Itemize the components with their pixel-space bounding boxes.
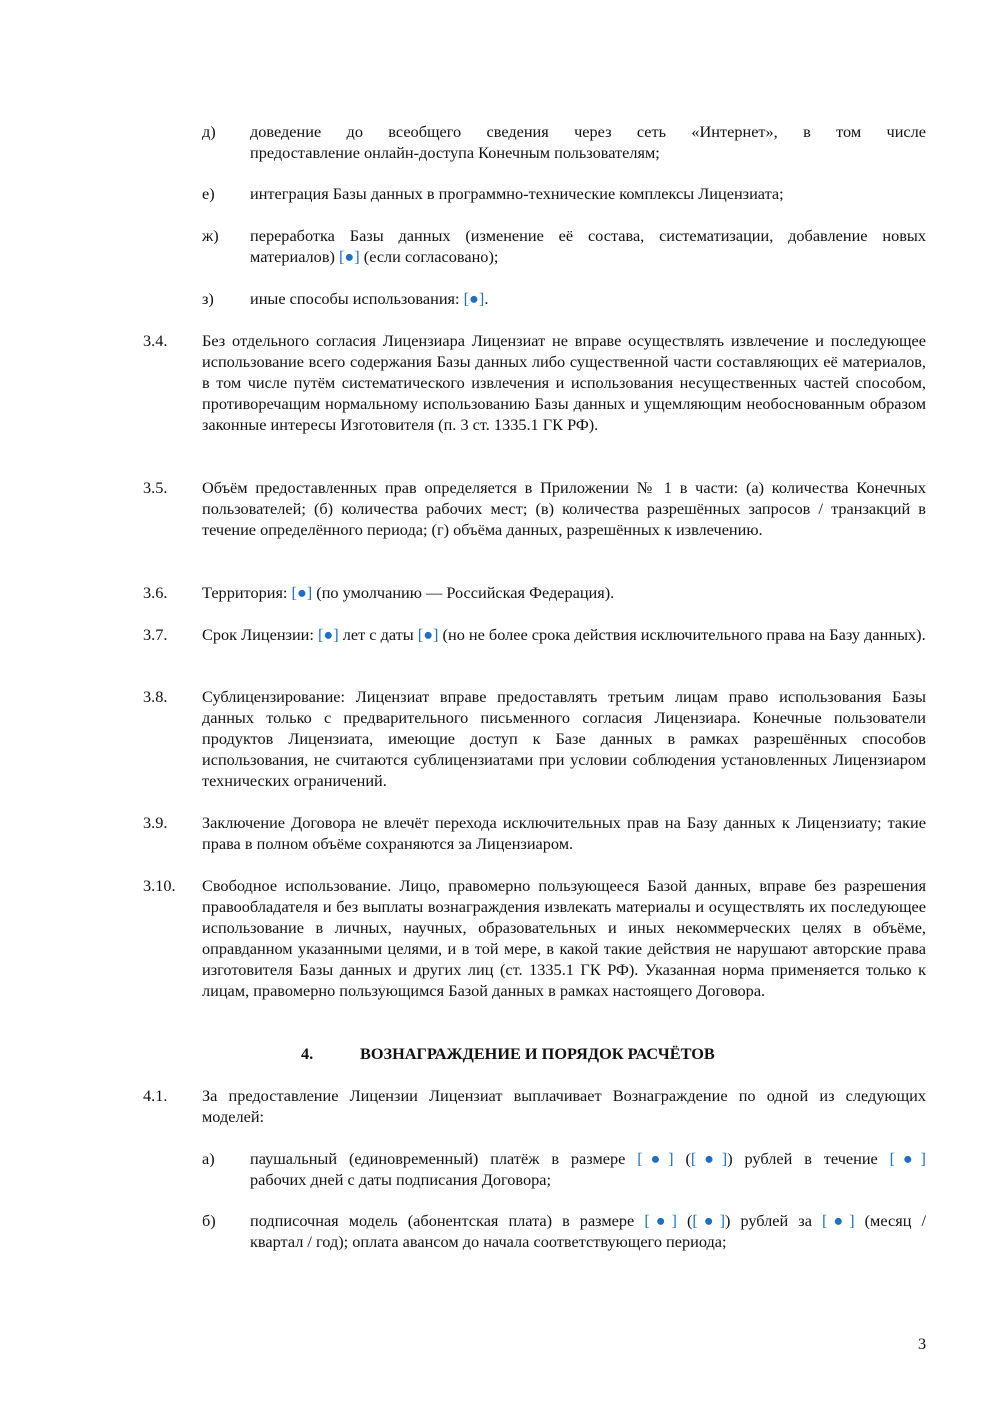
text-span: ( (676, 1211, 693, 1230)
text-span: паушальный (единовременный) платёж в размере (250, 1149, 638, 1168)
placeholder-marker: [●] (889, 1149, 926, 1168)
clause-text (202, 582, 926, 603)
text-span: ( (673, 1149, 691, 1168)
placeholder-marker: [●] (317, 625, 339, 644)
list-text-line (250, 288, 926, 309)
clause-number: 3.5. (143, 478, 168, 497)
clause-number: 3.9. (143, 813, 168, 832)
placeholder-marker: [●] (463, 289, 485, 308)
page-number: 3 (918, 1334, 927, 1353)
clause-text: Без отдельного согласия Лицензиара Лицензиат не вправе осуществлять извлечение и последующее использование всего содержания Базы данных либо существенной части составляющих её материалов, в том числе путём систематического извлечения и использования несущественных частей способом, противоречащим нормальному использованию Базы данных и ущемляющим необоснованным образом законные интересы Изготовителя (п. 3 ст. 1335.1 ГК РФ). (202, 331, 926, 434)
text-span: (по умолчанию — Российская Федерация). (312, 583, 615, 602)
list-label: б) (202, 1211, 216, 1230)
list-label: е) (202, 184, 215, 203)
text-span: (но не более срока действия исключительного права на Базу данных). (438, 625, 926, 644)
placeholder-marker: [●] (339, 247, 360, 266)
list-text-line: рабочих дней с даты подписания Договора; (250, 1170, 551, 1189)
placeholder-marker: [●] (291, 583, 313, 602)
placeholder-marker: [●] (637, 1149, 674, 1168)
list-text-line: квартал / год); оплата авансом до начала соответствующего периода; (250, 1232, 727, 1251)
clause-text (202, 624, 926, 645)
clause-text: Объём предоставленных прав определяется в Приложении № 1 в части: (а) количества Конечных пользователей; (б) количества рабочих мест; (в) количества разрешённых запросов / транзакций в течение определённого периода; (г) объёма данных, разрешённых к извлечению. (202, 478, 926, 539)
clause-text: Заключение Договора не влечёт перехода исключительных прав на Базу данных к Лицензиату; такие права в полном объёме сохраняются за Лицензиаром. (202, 813, 926, 853)
text-span: Территория: (202, 583, 292, 602)
list-label: з) (202, 289, 214, 308)
list-text-line: предоставление онлайн-доступа Конечным пользователям; (250, 143, 660, 162)
placeholder-marker: [●] (417, 625, 439, 644)
clause-number: 3.4. (143, 331, 168, 350)
section-number: 4. (301, 1044, 314, 1063)
list-text-line: интеграция Базы данных в программно-технические комплексы Лицензиата; (250, 184, 784, 203)
text-span: материалов) (250, 247, 340, 266)
clause-number: 3.10. (143, 876, 176, 895)
list-label: д) (202, 122, 216, 141)
text-span: . (484, 289, 489, 308)
clause-number: 4.1. (143, 1086, 168, 1105)
clause-number: 3.7. (143, 625, 168, 644)
text-span: ) рублей за (725, 1211, 822, 1230)
text-span: ) рублей в течение (727, 1149, 890, 1168)
clause-number: 3.6. (143, 583, 168, 602)
placeholder-marker: [●] (644, 1211, 677, 1230)
text-span: лет с даты (338, 625, 418, 644)
text-span: подписочная модель (абонентская плата) в размере (250, 1211, 645, 1230)
list-label: а) (202, 1149, 215, 1168)
placeholder-marker: [●] (821, 1211, 855, 1230)
list-text-line (250, 246, 926, 267)
clause-number: 3.8. (143, 687, 168, 706)
text-span: иные способы использования: (250, 289, 464, 308)
clause-text: За предоставление Лицензии Лицензиат выплачивает Вознаграждение по одной из следующих моделей: (202, 1086, 926, 1126)
clause-text: Свободное использование. Лицо, правомерно пользующееся Базой данных, вправе без разрешения правообладателя и без выплаты вознаграждения извлекать материалы и осуществлять их последующее использование в личных, научных, образовательных и иных некоммерческих целях в объёме, оправданном указанными целями, и в той мере, в какой такие действия не нарушают авторские права изготовителя Базы данных и других лиц (ст. 1335.1 ГК РФ). Указанная норма применяется только к лицам, правомерно пользующимся Базой данных в рамках настоящего Договора. (202, 876, 926, 1000)
placeholder-marker: [●] (690, 1149, 728, 1168)
text-span: (если согласовано); (359, 247, 499, 266)
list-text-line (250, 1148, 926, 1169)
placeholder-marker: [●] (692, 1211, 725, 1230)
list-text-line: доведение до всеобщего сведения через сеть «Интернет», в том числе (250, 122, 926, 141)
text-span: (месяц / (854, 1211, 926, 1230)
section-title: ВОЗНАГРАЖДЕНИЕ И ПОРЯДОК РАСЧЁТОВ (360, 1044, 715, 1063)
list-label: ж) (202, 226, 219, 245)
text-span: Срок Лицензии: (202, 625, 318, 644)
list-text-line: переработка Базы данных (изменение её состава, систематизации, добавление новых (250, 226, 926, 245)
clause-text: Сублицензирование: Лицензиат вправе предоставлять третьим лицам право использования Базы данных только с предварительного письменного согласия Лицензиара. Конечные пользователи продуктов Лицензиата, имеющие доступ к Базе данных в рамках разрешённых способов использования, не считаются сублицензиатами при условии соблюдения установленных Лицензиаром технических ограничений. (202, 687, 926, 790)
list-text-line (250, 1210, 926, 1231)
